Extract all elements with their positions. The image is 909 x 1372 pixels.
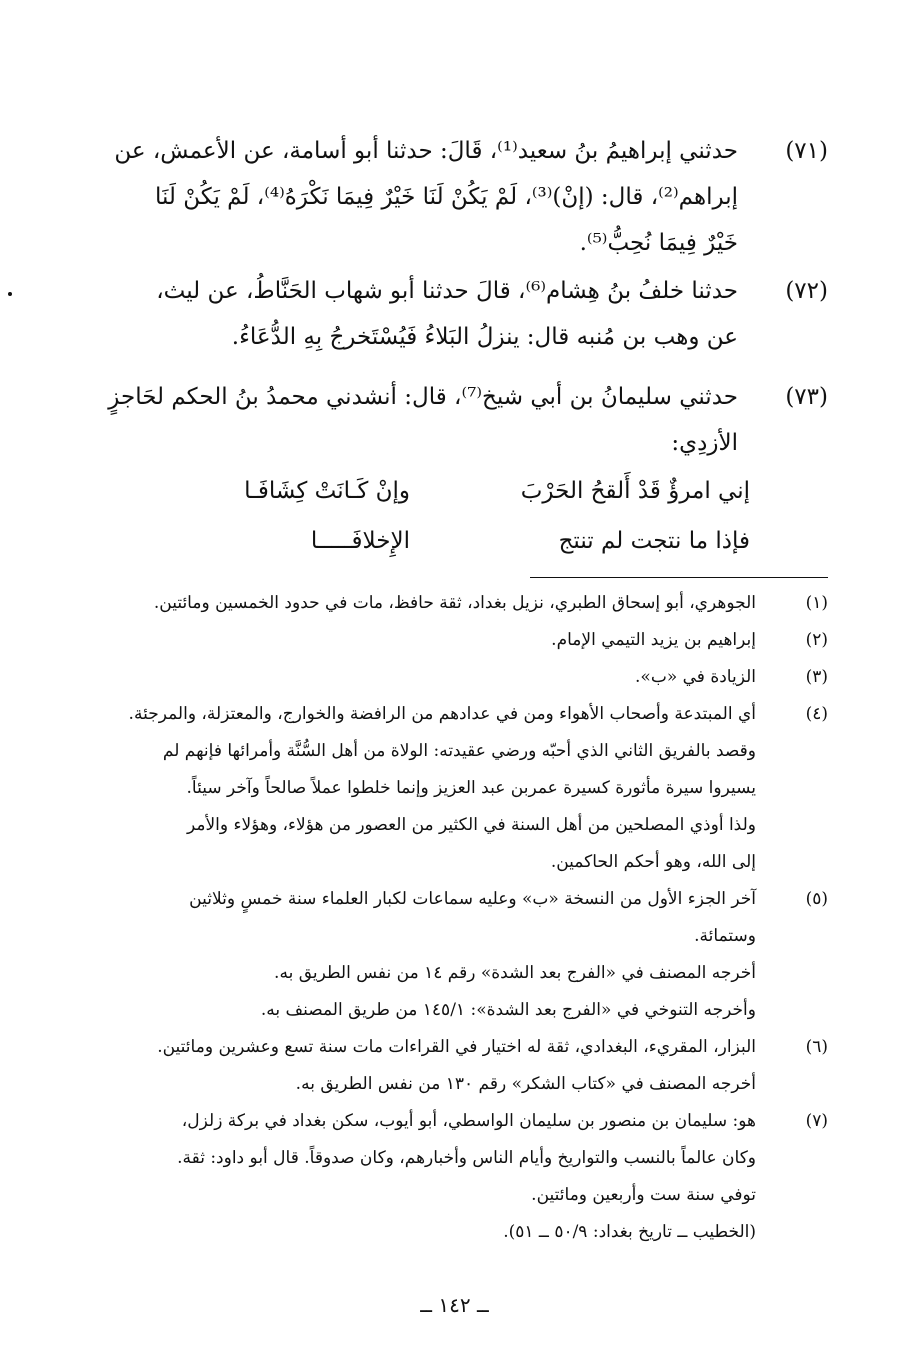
footnote-2 [88, 622, 828, 659]
footnote-line: هو: سليمان بن منصور بن سليمان الواسطي، أبو أيوب، سكن بغداد في بركة زلزل، [181, 1111, 756, 1131]
verse-second-hemistich: وإنْ كَـانَتْ كِشَافَـا [244, 478, 410, 504]
footnote-number: (٧) [805, 1111, 828, 1131]
footnotes [88, 585, 828, 1251]
entry-71 [88, 128, 828, 266]
footnote-number: (٤) [805, 704, 828, 724]
footnote-3 [88, 659, 828, 696]
footnote-line: إبراهيم بن يزيد التيمي الإمام. [551, 630, 756, 650]
footnote-number: (٦) [805, 1037, 828, 1057]
page-number: ــ ١٤٢ ــ [420, 1293, 489, 1317]
footnote-line: أخرجه المصنف في «الفرج بعد الشدة» رقم ١٤ من نفس الطريق به. [274, 963, 756, 983]
entry-number: (٧٢) [785, 278, 828, 304]
footnote-line: أي المبتدعة وأصحاب الأهواء ومن في عدادهم من الرافضة والخوارج، والمعتزلة، والمرجئة. [128, 704, 756, 724]
footnote-5 [88, 881, 828, 1029]
footnote-7 [88, 1103, 828, 1251]
entry-text [88, 374, 738, 466]
entry-line: عن وهب بن مُنبه قال: ينزلُ البَلاءُ فَيُسْتَخرجُ بِهِ الدُّعَاءُ. [231, 324, 738, 350]
footnote-number: (١) [805, 593, 828, 613]
footnote-line: إلى الله، وهو أحكم الحاكمين. [550, 852, 756, 872]
entry-line: حدثنا خلفُ بنُ هِشام⁽⁶⁾، قالَ حدثنا أبو شهاب الحَنَّاطُ، عن ليث، [156, 278, 738, 304]
footnote-line: الجوهري، أبو إسحاق الطبري، نزيل بغداد، ثقة حافظ، مات في حدود الخمسين ومائتين. [153, 593, 756, 613]
footnote-1 [88, 585, 828, 622]
footnote-line: أخرجه المصنف في «كتاب الشكر» رقم ١٣٠ من نفس الطريق به. [295, 1074, 756, 1094]
poem-verse [150, 478, 750, 578]
footnote-number: (٢) [805, 630, 828, 650]
entry-line: إبراهم⁽²⁾، قال: (إنْ)⁽³⁾، لَمْ يَكُنْ لَنَا خَيْرٌ فِيمَا نَكْرَهُ⁽⁴⁾، لَمْ يَكُنْ لَنَا [154, 184, 738, 210]
footnote-separator [530, 577, 828, 578]
footnote-line: يسيروا سيرة مأثورة كسيرة عمربن عبد العزيز وإنما خلطوا عملاً صالحاً وآخر سيئاً. [186, 778, 756, 798]
footnote-6 [88, 1029, 828, 1103]
margin-dot [8, 292, 12, 296]
entry-line: حدثني سليمانُ بن أبي شيخ⁽⁷⁾، قال: أنشدني محمدُ بنُ الحكم لحَاجزٍ [108, 384, 738, 410]
entry-text [88, 128, 738, 266]
footnote-line: البزار، المقريء، البغدادي، ثقة له اختيار في القراءات مات سنة تسع وعشرين ومائتين. [157, 1037, 756, 1057]
footnote-line: وستمائة. [694, 926, 756, 946]
entry-73 [88, 374, 828, 466]
verse-first-hemistich: إني امرؤٌ قَدْ أَلقحُ الحَرْبَ [520, 478, 750, 504]
footnote-line: وأخرجه التنوخي في «الفرج بعد الشدة»: ١٤٥/١ من طريق المصنف به. [260, 1000, 756, 1020]
footnote-line: (الخطيب ــ تاريخ بغداد: ٥٠/٩ ــ ٥١). [503, 1222, 756, 1242]
footnote-line: الزيادة في «ب». [635, 667, 756, 687]
entry-line: حدثني إبراهيمُ بنُ سعيد⁽¹⁾، قَالَ: حدثنا أبو أسامة، عن الأعمش، عن [114, 138, 738, 164]
entry-number: (٧١) [785, 138, 828, 164]
verse-second-hemistich: الإِخلافَـــــا [310, 528, 410, 554]
footnote-line: آخر الجزء الأول من النسخة «ب» وعليه سماعات لكبار العلماء سنة خمسٍ وثلاثين [189, 889, 756, 909]
entry-line: الأزدِي: [671, 430, 738, 456]
footnote-4 [88, 696, 828, 881]
footnote-number: (٣) [805, 667, 828, 687]
footnote-line: ولذا أوذي المصلحين من أهل السنة في الكثير من العصور من هؤلاء، وهؤلاء والأمر [186, 815, 756, 835]
verse-first-hemistich: فإذا ما نتجت لم تنتج [558, 528, 750, 554]
verse-row [150, 478, 750, 528]
footnote-line: وقصد بالفريق الثاني الذي أحبّه ورضي عقيدته: الولاة من أهل السُّنَّة وأمرائها فإنهم لم [162, 741, 756, 761]
entry-line: خَيْرٌ فِيمَا نُحِبُّ⁽⁵⁾. [579, 230, 738, 256]
entry-72 [88, 268, 828, 360]
verse-row [150, 528, 750, 578]
entry-text [88, 268, 738, 360]
footnote-number: (٥) [805, 889, 828, 909]
footnote-line: توفي سنة ست وأربعين ومائتين. [531, 1185, 756, 1205]
entry-number: (٧٣) [785, 384, 828, 410]
footnote-line: وكان عالماً بالنسب والتواريخ وأيام الناس وأخبارهم، وكان صدوقاً. قال أبو داود: ثقة. [177, 1148, 756, 1168]
